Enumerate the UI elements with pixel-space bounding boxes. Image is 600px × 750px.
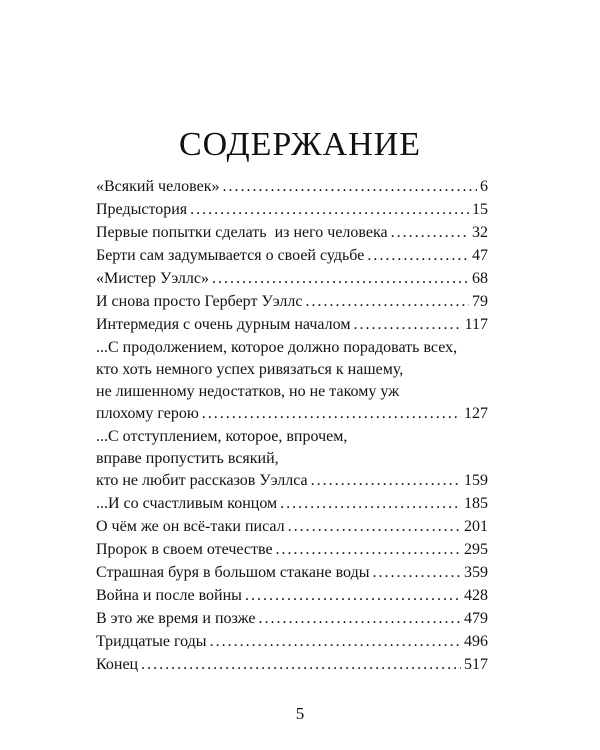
toc-entry-page: 295 <box>464 541 488 558</box>
toc-entry-title-line: ...С отступлением, которое, впрочем, <box>96 428 348 445</box>
toc-entry <box>96 654 488 676</box>
toc-entry <box>96 268 488 290</box>
toc-entry-page: 79 <box>472 293 488 310</box>
toc-entry-title: Интермедия с очень дурным началом <box>96 316 351 333</box>
leader-dots <box>391 222 469 244</box>
toc-entry-title: Пророк в своем отечестве <box>96 541 273 558</box>
toc-entry-title: В это же время и позже <box>96 610 256 627</box>
leader-dots <box>367 245 469 267</box>
toc-entry-last-line <box>96 199 488 221</box>
toc-entry-title-line: кто хоть немного успех ривязаться к нашему, <box>96 361 404 378</box>
toc-entry-page: 32 <box>472 224 488 241</box>
toc-entry-title: Первые попытки сделать из него человека <box>96 224 388 241</box>
toc-entry-title: Конец <box>96 656 139 673</box>
toc-entry-last-line <box>96 314 488 336</box>
leader-dots <box>280 493 461 515</box>
toc-entry-title: Берти сам задумывается о своей судьбе <box>96 247 365 264</box>
leader-dots <box>141 654 461 676</box>
toc-entry <box>96 222 488 244</box>
toc-entry-page: 127 <box>464 405 488 422</box>
toc-entry-last-line <box>96 608 488 630</box>
toc-entry-title: ...И со счастливым концом <box>96 495 278 512</box>
toc-entry-page: 117 <box>464 316 488 333</box>
toc-entry <box>96 176 488 198</box>
leader-dots <box>223 176 478 198</box>
toc-entry-title: «Мистер Уэллс» <box>96 270 209 287</box>
toc-entry <box>96 608 488 630</box>
toc-entry-last-line <box>96 516 488 538</box>
page-title: СОДЕРЖАНИЕ <box>178 126 422 163</box>
toc-entry-title: О чём же он всё-таки писал <box>96 518 285 535</box>
toc-entry-last-line <box>96 631 488 653</box>
leader-dots <box>353 314 461 336</box>
toc-entry-page: 47 <box>472 247 488 264</box>
toc-entry-page: 6 <box>480 178 488 195</box>
toc-entry <box>96 426 488 492</box>
toc-entry-title-line: вправе пропустить всякий, <box>96 450 279 467</box>
toc-entry-title-line: кто не любит рассказов Уэллса <box>96 472 308 489</box>
toc-entry <box>96 516 488 538</box>
toc-entry <box>96 337 488 425</box>
toc-entry-title-line: не лишенному недостатков, но не такому уж <box>96 383 400 400</box>
toc-entry <box>96 199 488 221</box>
toc-entry-last-line <box>96 176 488 198</box>
toc-entry-last-line <box>96 493 488 515</box>
toc-entry-page: 517 <box>464 656 488 673</box>
toc-entry <box>96 631 488 653</box>
page-number: 5 <box>295 704 305 723</box>
leader-dots <box>210 631 461 653</box>
toc-entry <box>96 585 488 607</box>
toc-entry-last-line <box>96 403 488 425</box>
toc-entry-last-line <box>96 585 488 607</box>
toc-entry-title: Страшная буря в большом стакане воды <box>96 564 370 581</box>
toc-entry-title-line: ...С продолжением, которое должно порадовать всех, <box>96 339 458 356</box>
toc-entry <box>96 562 488 584</box>
leader-dots <box>372 562 461 584</box>
toc-entry-page: 15 <box>472 201 488 218</box>
leader-dots <box>212 268 469 290</box>
toc-entry-last-line <box>96 470 488 492</box>
toc-entry-title-line: плохому герою <box>96 405 199 422</box>
leader-dots <box>190 199 469 221</box>
toc-entry-page: 496 <box>464 633 488 650</box>
table-of-contents <box>96 176 488 677</box>
toc-entry <box>96 245 488 267</box>
leader-dots <box>245 585 461 607</box>
toc-entry-page: 68 <box>472 270 488 287</box>
leader-dots <box>259 608 461 630</box>
toc-entry-last-line <box>96 222 488 244</box>
toc-entry-last-line <box>96 654 488 676</box>
toc-entry-page: 359 <box>464 564 488 581</box>
toc-entry <box>96 314 488 336</box>
toc-entry-last-line <box>96 245 488 267</box>
toc-entry <box>96 291 488 313</box>
toc-entry <box>96 539 488 561</box>
toc-entry-title: Предыстория <box>96 201 188 218</box>
toc-entry <box>96 493 488 515</box>
toc-entry-page: 201 <box>464 518 488 535</box>
leader-dots <box>276 539 461 561</box>
toc-entry-page: 185 <box>464 495 488 512</box>
toc-entry-last-line <box>96 562 488 584</box>
toc-entry-page: 479 <box>464 610 488 627</box>
toc-entry-page: 159 <box>464 472 488 489</box>
toc-entry-page: 428 <box>464 587 488 604</box>
toc-entry-title: И снова просто Герберт Уэллс <box>96 293 303 310</box>
toc-entry-last-line <box>96 291 488 313</box>
leader-dots <box>202 403 461 425</box>
leader-dots <box>288 516 461 538</box>
toc-entry-title: Тридцатые годы <box>96 633 207 650</box>
leader-dots <box>311 470 461 492</box>
toc-entry-last-line <box>96 539 488 561</box>
toc-entry-title: «Всякий человек» <box>96 178 220 195</box>
toc-entry-title: Война и после войны <box>96 587 242 604</box>
toc-entry-last-line <box>96 268 488 290</box>
leader-dots <box>305 291 469 313</box>
